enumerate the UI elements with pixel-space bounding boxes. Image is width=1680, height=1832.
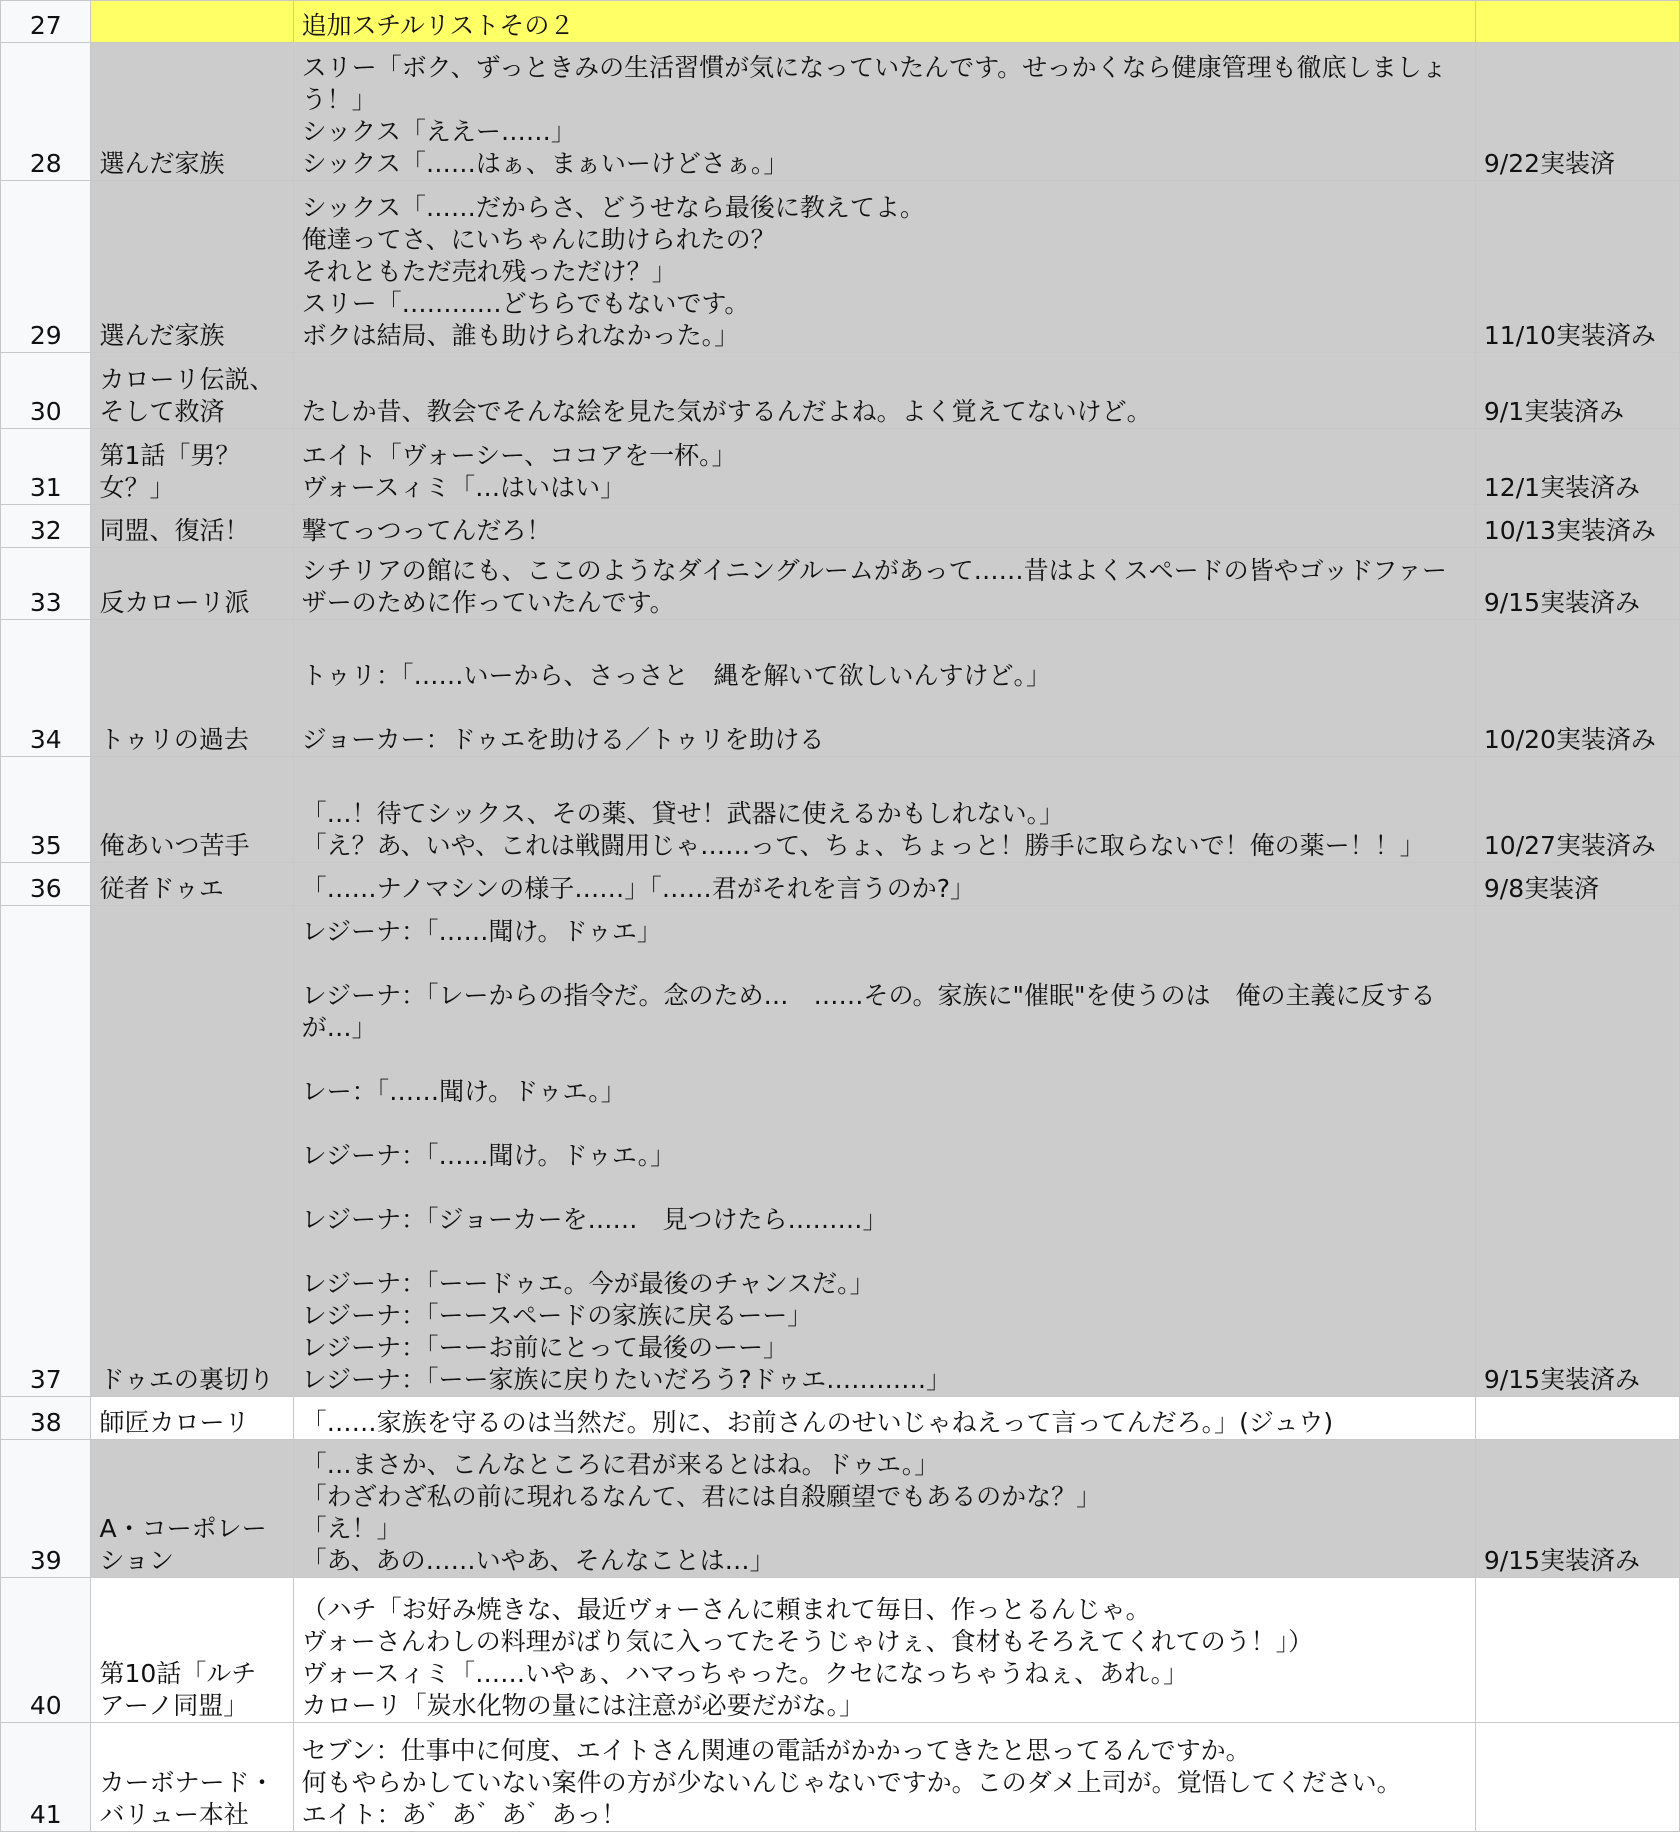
cell-status[interactable]: 12/1実装済み (1475, 429, 1679, 505)
cell-status[interactable] (1475, 1, 1679, 43)
cell-status[interactable] (1475, 1723, 1679, 1832)
row-number[interactable]: 38 (1, 1397, 91, 1440)
row-number[interactable]: 30 (1, 353, 91, 429)
cell-title[interactable]: 従者ドゥエ (91, 863, 293, 906)
row-number[interactable]: 35 (1, 757, 91, 863)
cell-text[interactable]: シチリアの館にも、ここのようなダイニングルームがあって……昔はよくスペードの皆やゴッドファーザーのために作っていたんです。 (293, 548, 1475, 620)
cell-text[interactable]: 「…！待てシックス、その薬、貸せ！武器に使えるかもしれない。」 「え？あ、いや、これは戦闘用じゃ……って、ちょ、ちょっと！勝手に取らないで！俺の薬ー！！」 (293, 757, 1475, 863)
cell-title[interactable]: 第10話「ルチ アーノ同盟」 (91, 1578, 293, 1723)
cell-title[interactable]: カローリ伝説、 そして救済 (91, 353, 293, 429)
cell-title[interactable]: ドゥエの裏切り (91, 906, 293, 1397)
cell-status[interactable]: 9/1実装済み (1475, 353, 1679, 429)
table-row[interactable] (1, 1578, 1680, 1723)
row-number[interactable]: 33 (1, 548, 91, 620)
row-number[interactable]: 40 (1, 1578, 91, 1723)
row-number[interactable]: 41 (1, 1723, 91, 1832)
row-number[interactable]: 37 (1, 906, 91, 1397)
cell-status[interactable]: 9/22実装済 (1475, 43, 1679, 181)
cell-title[interactable]: 俺あいつ苦手 (91, 757, 293, 863)
cell-title[interactable]: 選んだ家族 (91, 43, 293, 181)
row-number[interactable]: 36 (1, 863, 91, 906)
cell-title[interactable]: 第1話「男？ 女？」 (91, 429, 293, 505)
table-row[interactable] (1, 429, 1680, 505)
cell-status[interactable]: 9/15実装済み (1475, 906, 1679, 1397)
cell-text[interactable]: 「…まさか、こんなところに君が来るとはね。ドゥエ。」 「わざわざ私の前に現れるなんて、君には自殺願望でもあるのかな？」 「え！」 「あ、あの……いやあ、そんなことは…」 (293, 1440, 1475, 1578)
cell-text[interactable]: 「……ナノマシンの様子……」「……君がそれを言うのか?」 (293, 863, 1475, 906)
cell-status[interactable]: 10/13実装済み (1475, 505, 1679, 548)
table-row[interactable] (1, 43, 1680, 181)
table-row[interactable] (1, 1723, 1680, 1832)
cell-title[interactable] (91, 1, 293, 43)
row-number[interactable]: 32 (1, 505, 91, 548)
table-row[interactable] (1, 548, 1680, 620)
cell-status[interactable]: 10/27実装済み (1475, 757, 1679, 863)
row-number[interactable]: 28 (1, 43, 91, 181)
table-row[interactable] (1, 181, 1680, 353)
cell-text[interactable]: 撃てっつってんだろ！ (293, 505, 1475, 548)
cell-status[interactable] (1475, 1578, 1679, 1723)
table-row[interactable] (1, 757, 1680, 863)
cell-title[interactable]: 同盟、復活！ (91, 505, 293, 548)
cell-title[interactable]: 師匠カローリ (91, 1397, 293, 1440)
cell-text[interactable]: トゥリ：「……いーから、さっさと 縄を解いて欲しいんすけど。」 ジョーカー：ドゥエを助ける／トゥリを助ける (293, 620, 1475, 757)
table-row[interactable] (1, 620, 1680, 757)
cell-text[interactable]: セブン：仕事中に何度、エイトさん関連の電話がかかってきたと思ってるんですか。 何もやらかしていない案件の方が少ないんじゃないですか。このダメ上司が。覚悟してください。 エイト：あ゛あ゛あ゛あっ！ (293, 1723, 1475, 1832)
cell-text[interactable]: スリー「ボク、ずっときみの生活習慣が気になっていたんです。せっかくなら健康管理も徹底しましょう！」 シックス「ええー……」 シックス「……はぁ、まぁいーけどさぁ。」 (293, 43, 1475, 181)
cell-text[interactable]: 「……家族を守るのは当然だ。別に、お前さんのせいじゃねえって言ってんだろ。」(ジュウ) (293, 1397, 1475, 1440)
table-row[interactable] (1, 906, 1680, 1397)
cell-status[interactable]: 9/8実装済 (1475, 863, 1679, 906)
table-row[interactable] (1, 863, 1680, 906)
cell-title[interactable]: カーボナード・ バリュー本社 (91, 1723, 293, 1832)
row-number[interactable]: 34 (1, 620, 91, 757)
table-row[interactable] (1, 1, 1680, 43)
cell-text[interactable]: シックス「……だからさ、どうせなら最後に教えてよ。 俺達ってさ、にいちゃんに助けられたの？ それともただ売れ残っただけ？」 スリー「…………どちらでもないです。 ボクは結局、誰も助けられなかった。」 (293, 181, 1475, 353)
cell-status[interactable]: 10/20実装済み (1475, 620, 1679, 757)
cell-title[interactable]: 選んだ家族 (91, 181, 293, 353)
table-row[interactable] (1, 353, 1680, 429)
cell-status[interactable]: 9/15実装済み (1475, 548, 1679, 620)
row-number[interactable]: 39 (1, 1440, 91, 1578)
table-row[interactable] (1, 1397, 1680, 1440)
cell-text[interactable]: （ハチ「お好み焼きな、最近ヴォーさんに頼まれて毎日、作っとるんじゃ。 ヴォーさんわしの料理がばり気に入ってたそうじゃけぇ、食材もそろえてくれてのう！」） ヴォースィミ「……いやぁ、ハマっちゃった。クセになっちゃうねぇ、あれ。」 カローリ「炭水化物の量には注意が必要だがな。」 (293, 1578, 1475, 1723)
cell-text[interactable]: 追加スチルリストその２ (293, 1, 1475, 43)
row-number[interactable]: 29 (1, 181, 91, 353)
cell-text[interactable]: エイト「ヴォーシー、ココアを一杯。」 ヴォースィミ「…はいはい」 (293, 429, 1475, 505)
cell-status[interactable] (1475, 1397, 1679, 1440)
cell-title[interactable]: トゥリの過去 (91, 620, 293, 757)
table-row[interactable] (1, 1440, 1680, 1578)
table-row[interactable] (1, 505, 1680, 548)
cell-title[interactable]: 反カローリ派 (91, 548, 293, 620)
cell-text[interactable]: レジーナ：「……聞け。ドゥエ」 レジーナ：「レーからの指令だ。念のため… ……その。家族に"催眠"を使うのは 俺の主義に反するが…」 レー：「……聞け。ドゥエ。」 レジーナ：「……聞け。ドゥエ。」 レジーナ：「ジョーカーを…… 見つけたら………」 レジーナ：「ーードゥエ。今が最後のチャンスだ。」 レジーナ：「ーースペードの家族に戻るーー」 レジーナ：「ーーお前にとって最後のーー」 レジーナ：「ーー家族に戻りたいだろう?ドゥエ…………」 (293, 906, 1475, 1397)
cell-text[interactable]: たしか昔、教会でそんな絵を見た気がするんだよね。よく覚えてないけど。 (293, 353, 1475, 429)
row-number[interactable]: 27 (1, 1, 91, 43)
cell-status[interactable]: 9/15実装済み (1475, 1440, 1679, 1578)
cell-status[interactable]: 11/10実装済み (1475, 181, 1679, 353)
row-number[interactable]: 31 (1, 429, 91, 505)
cell-title[interactable]: A・コーポレー ション (91, 1440, 293, 1578)
